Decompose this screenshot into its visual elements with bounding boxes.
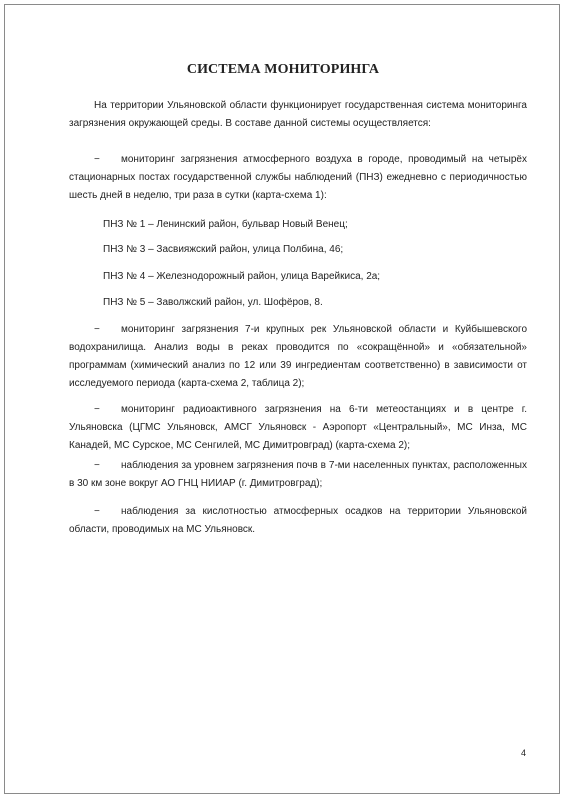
post-pnz-4: ПНЗ № 4 – Железнодорожный район, улица Варейкиса, 2а; xyxy=(103,271,381,282)
bullet-text: наблюдения за кислотностью атмосферных осадков на территории Ульяновской области, проводимых на МС Ульяновск. xyxy=(69,506,527,535)
bullet-soil-monitoring xyxy=(69,457,527,493)
bullet-dash: − xyxy=(94,324,100,335)
bullet-text: мониторинг загрязнения 7-и крупных рек Ульяновской области и Куйбышевского водохранилища. Анализ воды в реках проводится по «сокращённой» и «обязательной» программам (химический анализ по 12 или 39 ингредиентам соответственно) в зависимости от исследуемого периода (карта-схема 2, таблица 2); xyxy=(69,324,527,389)
bullet-dash: − xyxy=(94,460,100,471)
post-pnz-1: ПНЗ № 1 – Ленинский район, бульвар Новый Венец; xyxy=(103,219,348,230)
post-pnz-5: ПНЗ № 5 – Заволжский район, ул. Шофёров, 8. xyxy=(103,297,323,308)
bullet-dash: − xyxy=(94,154,100,165)
bullet-river-monitoring xyxy=(69,321,527,393)
bullet-dash: − xyxy=(94,404,100,415)
bullet-air-monitoring xyxy=(69,151,527,205)
bullet-radiation-monitoring xyxy=(69,401,527,455)
post-pnz-3: ПНЗ № 3 – Засвияжский район, улица Полбина, 46; xyxy=(103,244,344,255)
page-title: СИСТЕМА МОНИТОРИНГА xyxy=(186,62,380,77)
intro-paragraph: На территории Ульяновской области функционирует государственная система мониторинга загрязнения окружающей среды. В составе данной системы осуществляется: xyxy=(69,100,527,129)
bullet-text: мониторинг загрязнения атмосферного воздуха в городе, проводимый на четырёх стационарных постах государственной службы наблюдений (ПНЗ) ежедневно с периодичностью шесть дней в неделю, три раза в сутки (карта-схема 1): xyxy=(69,154,527,201)
bullet-text: мониторинг радиоактивного загрязнения на 6-ти метеостанциях и в центре г. Ульяновска (ЦГМС Ульяновск, АМСГ Ульяновск - Аэропорт «Центральный», МС Инза, МС Канадей, МС Сурское, МС Сенгилей, МС Димитровград) (карта-схема 2); xyxy=(69,404,527,451)
page-number: 4 xyxy=(520,748,526,758)
bullet-text: наблюдения за уровнем загрязнения почв в 7-ми населенных пунктах, расположенных в 30 км зоне вокруг АО ГНЦ НИИАР (г. Димитровград); xyxy=(69,460,527,489)
bullet-dash: − xyxy=(94,506,100,517)
bullet-precipitation-monitoring xyxy=(69,503,527,539)
